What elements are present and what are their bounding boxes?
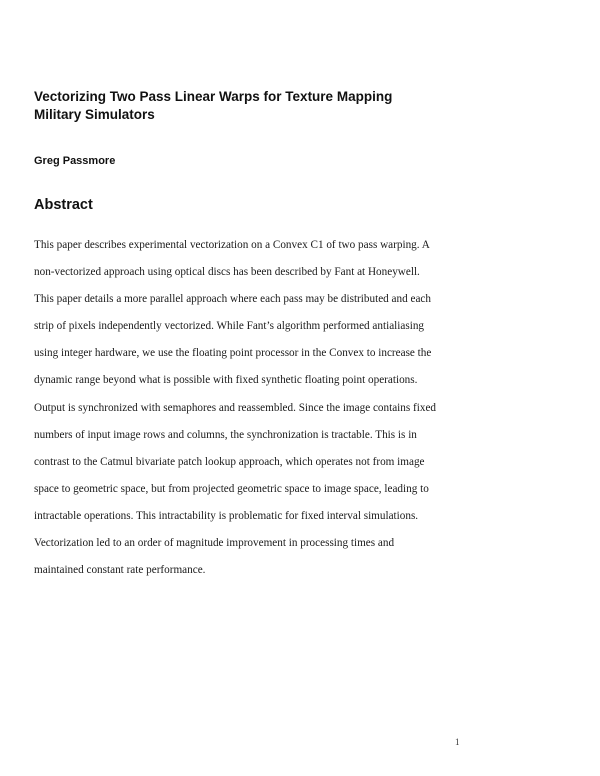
abstract-line: strip of pixels independently vectorized. While Fant’s algorithm performed antialiasing <box>34 320 425 333</box>
abstract-line: numbers of input image rows and columns, the synchronization is tractable. This is in <box>34 428 417 441</box>
abstract-body <box>34 234 574 586</box>
page-number: 1 <box>455 737 460 747</box>
abstract-line: dynamic range beyond what is possible with fixed synthetic floating point operations. <box>34 374 418 387</box>
abstract-line: non-vectorized approach using optical discs has been described by Fant at Honeywell. <box>34 266 420 279</box>
author-name: Greg Passmore <box>34 155 116 167</box>
abstract-line: space to geometric space, but from projected geometric space to image space, leading to <box>34 482 429 495</box>
abstract-line: contrast to the Catmul bivariate patch lookup approach, which operates not from image <box>34 455 425 468</box>
paper-title-line: Military Simulators <box>34 107 155 122</box>
abstract-line: Output is synchronized with semaphores and reassembled. Since the image contains fixed <box>34 401 437 414</box>
abstract-line: This paper describes experimental vectorization on a Convex C1 of two pass warping. A <box>34 239 430 251</box>
abstract-heading: Abstract <box>34 197 93 213</box>
abstract-line: This paper details a more parallel approach where each pass may be distributed and each <box>34 293 431 306</box>
abstract-line: intractable operations. This intractability is problematic for fixed interval simulations. <box>34 509 419 522</box>
abstract-line: Vectorization led to an order of magnitude improvement in processing times and <box>34 537 395 550</box>
abstract-line: using integer hardware, we use the floating point processor in the Convex to increase the <box>34 347 432 360</box>
paper-title-line: Vectorizing Two Pass Linear Warps for Texture Mapping <box>34 89 393 104</box>
paper-title <box>34 88 554 124</box>
abstract-line: maintained constant rate performance. <box>34 564 206 577</box>
